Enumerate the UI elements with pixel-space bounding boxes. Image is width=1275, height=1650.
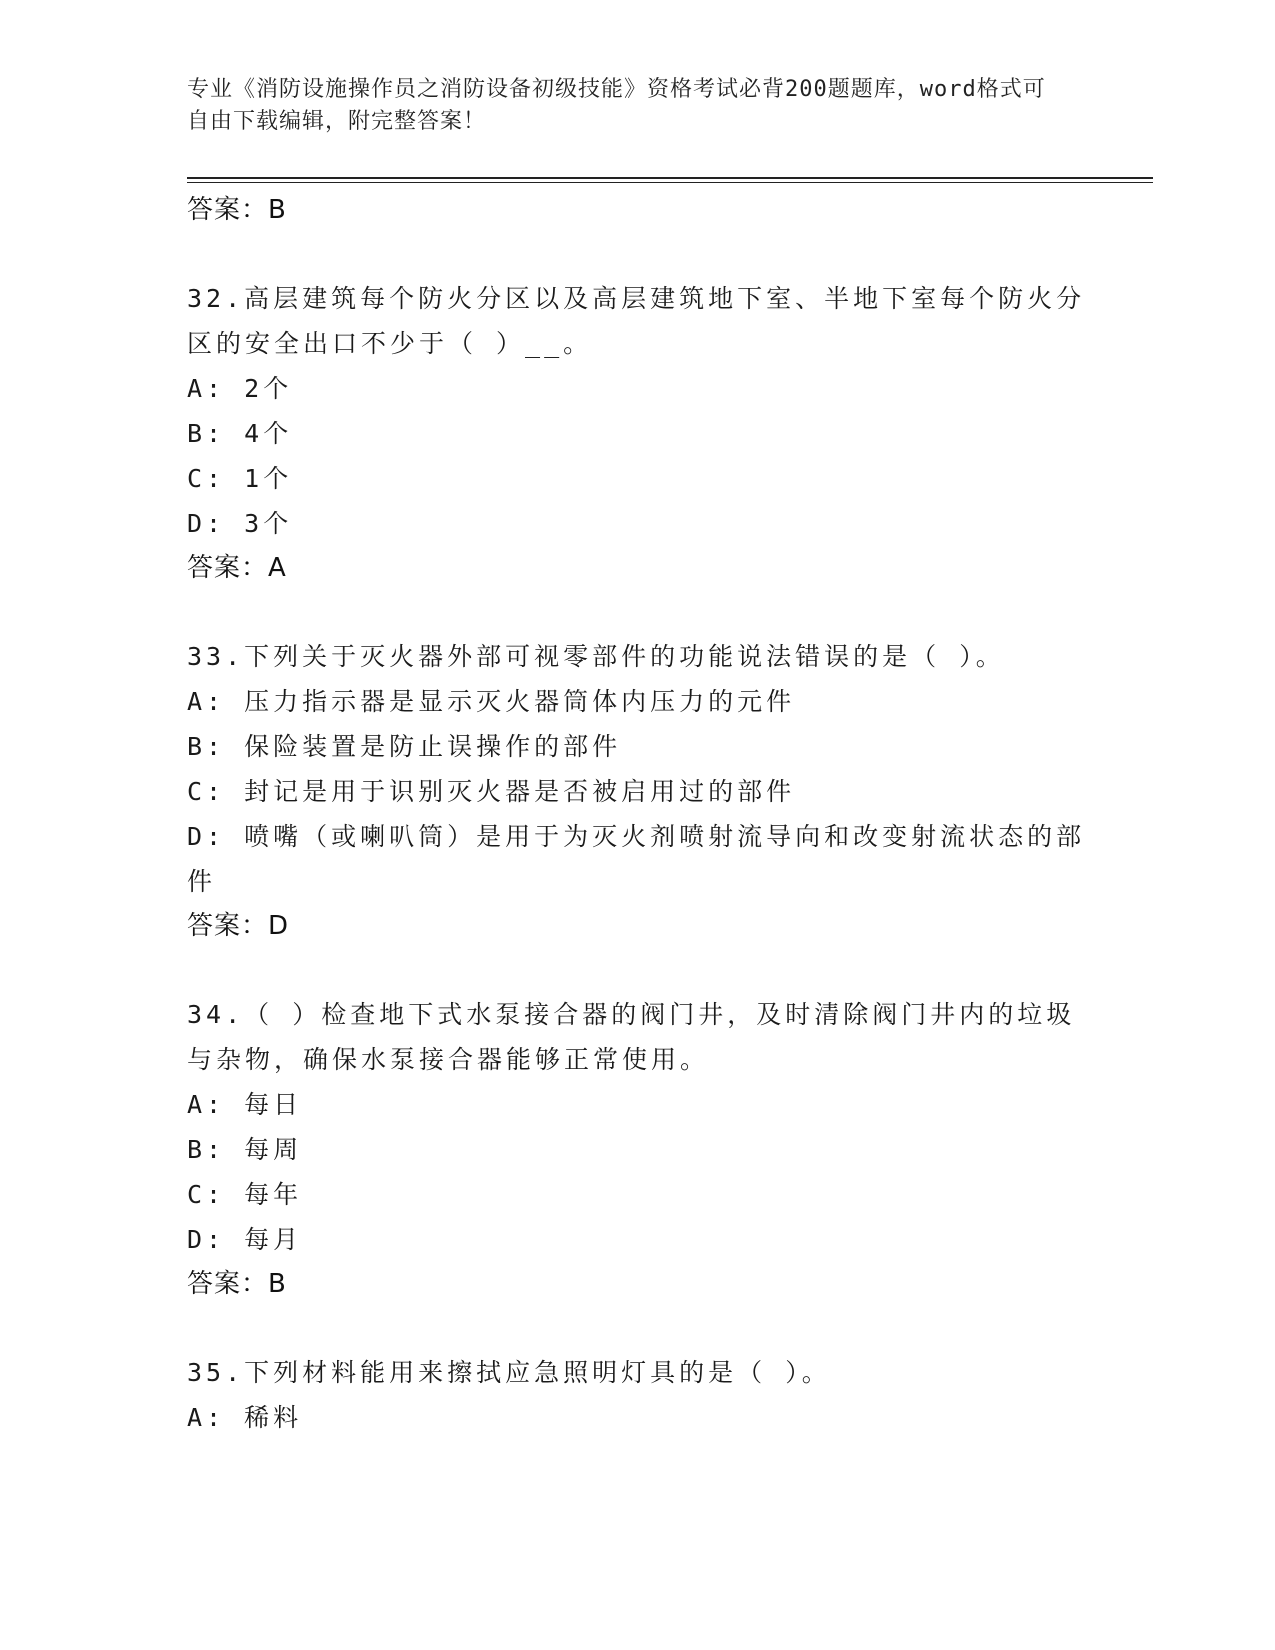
option-a: A: 稀料	[187, 1403, 303, 1432]
option-d: D: 3个	[187, 509, 293, 538]
question-text: 33.下列关于灭火器外部可视零部件的功能说法错误的是（ ）。	[187, 642, 1005, 671]
question-text: 34.（ ）检查地下式水泵接合器的阀门井，及时清除阀门井内的垃圾与杂物，确保水泵接合器能够正常使用。	[187, 1000, 1076, 1074]
option-a: A: 2个	[187, 374, 293, 403]
option-d: D: 每月	[187, 1225, 303, 1254]
question-text: 32.高层建筑每个防火分区以及高层建筑地下室、半地下室每个防火分区的安全出口不少于（ ）__。	[187, 284, 1086, 358]
header-divider	[187, 177, 1153, 183]
page-header: 专业《消防设施操作员之消防设备初级技能》资格考试必背200题题库，word格式可自由下载编辑，附完整答案！	[187, 77, 1046, 134]
option-c: C: 1个	[187, 464, 293, 493]
question-block	[187, 1350, 1087, 1440]
question-block	[187, 992, 1087, 1306]
answer-line: 答案：A	[187, 553, 287, 583]
answer-line: 答案：B	[187, 1269, 287, 1299]
option-c: C: 每年	[187, 1180, 303, 1209]
question-list	[187, 188, 1087, 1440]
option-d: D: 喷嘴（或喇叭筒）是用于为灭火剂喷射流导向和改变射流状态的部件	[187, 822, 1086, 896]
option-c: C: 封记是用于识别灭火器是否被启用过的部件	[187, 777, 796, 806]
question-block	[187, 634, 1087, 948]
answer-line: 答案：B	[187, 195, 287, 225]
option-b: B: 保险装置是防止误操作的部件	[187, 732, 622, 761]
option-a: A: 压力指示器是显示灭火器筒体内压力的元件	[187, 687, 796, 716]
answer-line: 答案：D	[187, 911, 290, 941]
question-block	[187, 276, 1087, 590]
option-b: B: 每周	[187, 1135, 303, 1164]
option-b: B: 4个	[187, 419, 293, 448]
option-a: A: 每日	[187, 1090, 303, 1119]
question-text: 35.下列材料能用来擦拭应急照明灯具的是（ ）。	[187, 1358, 831, 1387]
